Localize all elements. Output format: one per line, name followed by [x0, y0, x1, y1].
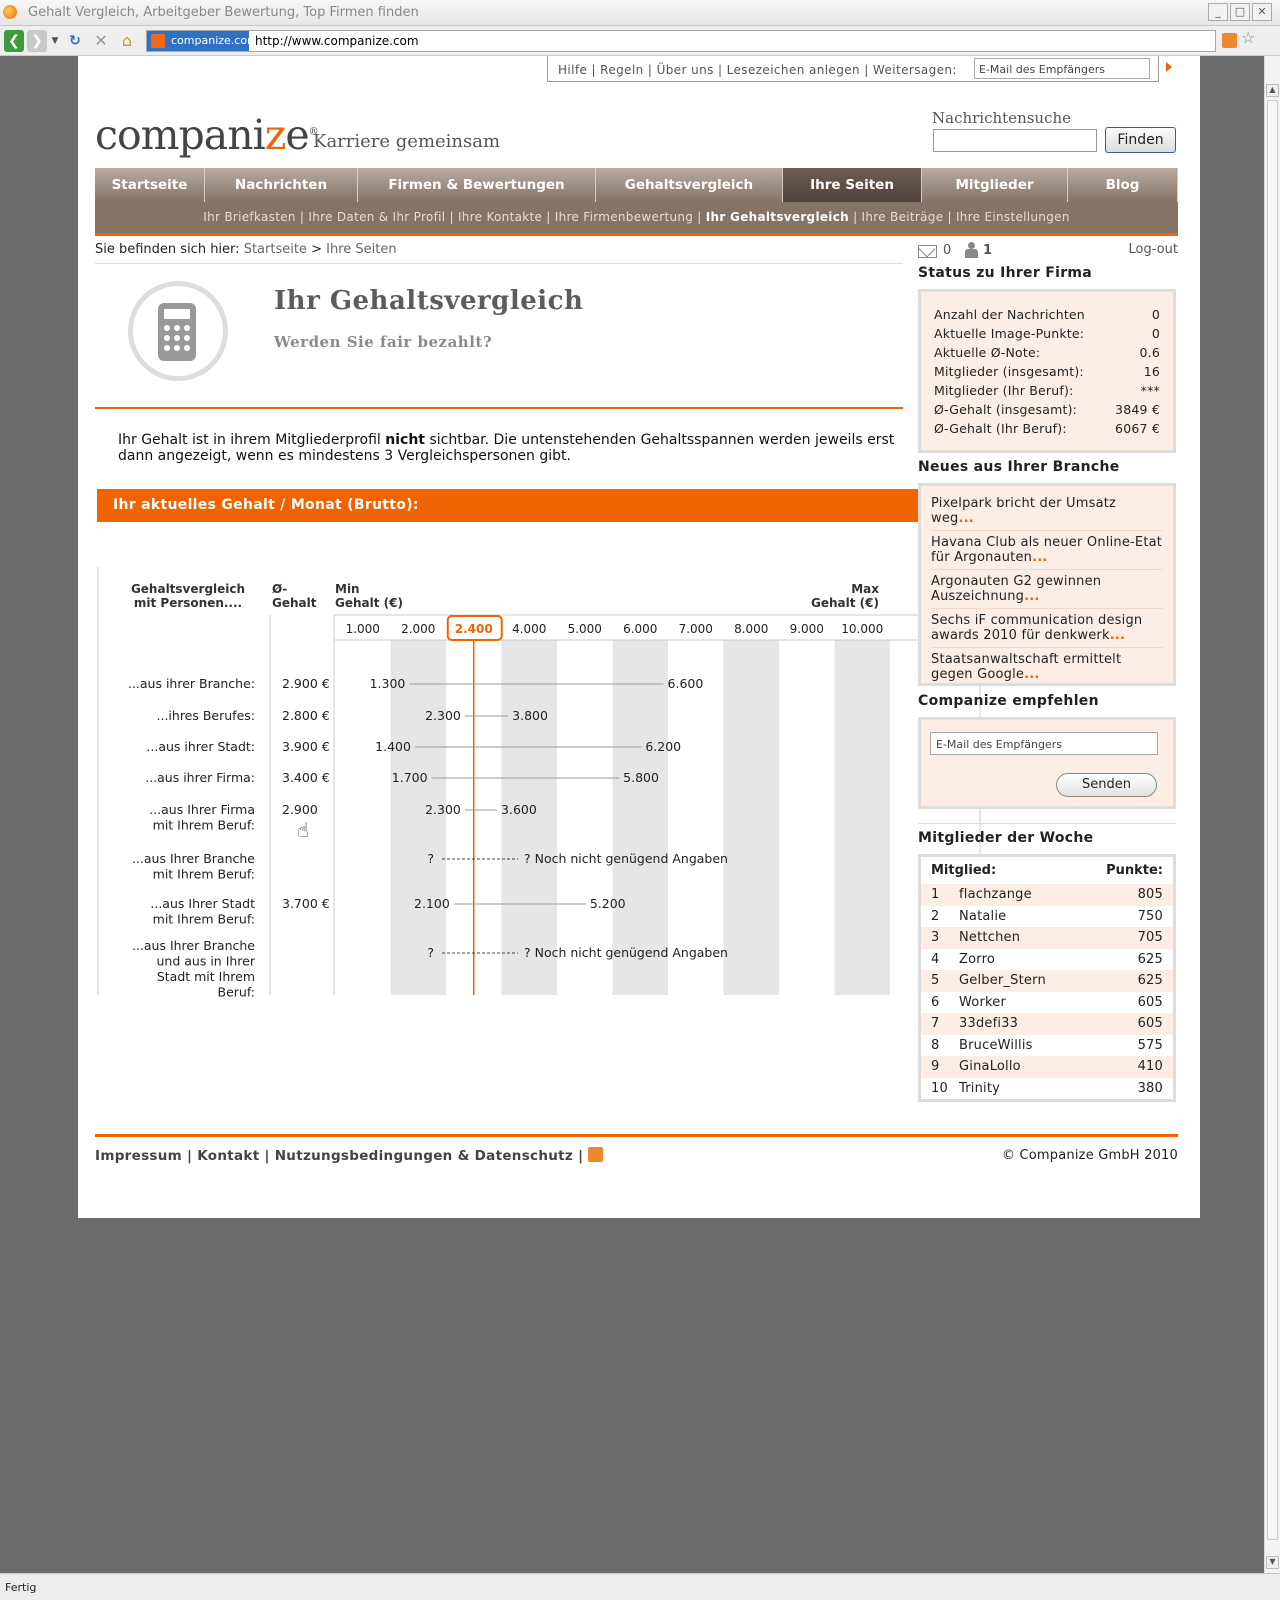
forward-button[interactable]: ❯ [27, 30, 47, 52]
minimize-button[interactable]: _ [1208, 3, 1228, 21]
range-max-label: 5.800 [623, 770, 659, 785]
footer-link-impressum[interactable]: Impressum [95, 1148, 183, 1164]
hand-cursor-icon: ☝ [297, 818, 310, 842]
status-label: Mitglieder (Ihr Beruf): [934, 383, 1074, 398]
page-scrollbar[interactable] [1264, 56, 1280, 1573]
logo-text-a: compani [95, 111, 265, 159]
members-list [921, 884, 1173, 1099]
url-text[interactable]: http://www.companize.com [255, 34, 419, 48]
contacts-count: 1 [983, 243, 993, 258]
intro-bold: nicht [385, 432, 425, 448]
news-item[interactable] [931, 609, 1163, 648]
logout-link[interactable]: Log-out [1128, 242, 1178, 257]
status-box-title: Status zu Ihrer Firma [918, 265, 1093, 281]
row-average: 3.700 € [282, 896, 330, 911]
rss-feed-icon[interactable] [1222, 33, 1237, 48]
subnav-item-gehaltsvergleich[interactable]: Ihr Gehaltsvergleich [705, 210, 849, 224]
footer-separator: | [187, 1148, 193, 1164]
header-min: Min Gehalt (€) [335, 582, 403, 610]
breadcrumb-label: Sie befinden sich hier: [95, 242, 240, 257]
news-item[interactable] [931, 570, 1163, 609]
window-titlebar [0, 0, 1280, 26]
reload-icon[interactable]: ↻ [69, 33, 81, 49]
range-min-label: 1.300 [369, 676, 406, 691]
find-button[interactable]: Finden [1105, 127, 1176, 153]
status-value: 0 [1151, 326, 1160, 341]
range-max-label: 3.600 [501, 802, 537, 817]
news-item-text[interactable]: Sechs iF communication design awards 2010 für denkwerk [931, 613, 1143, 643]
news-box-title: Neues aus Ihrer Branche [918, 459, 1120, 475]
member-name[interactable]: BruceWillis [959, 1037, 1033, 1053]
recommend-box-title: Companize empfehlen [918, 693, 1099, 709]
maximize-button[interactable]: □ [1230, 3, 1250, 21]
news-item-text[interactable]: Staatsanwaltschaft ermittelt gegen Google [931, 652, 1122, 682]
salary-chart-title: Ihr aktuelles Gehalt / Monat (Brutto): [97, 489, 981, 522]
page-content [78, 56, 1200, 1218]
range-min-label: 2.300 [425, 802, 461, 817]
member-rank: 3 [931, 930, 940, 945]
status-box [918, 289, 1176, 453]
news-item-text[interactable]: Argonauten G2 gewinnen Auszeichnung [931, 574, 1102, 604]
member-row[interactable] [921, 884, 1173, 906]
row-label: ...aus Ihrer Branche und aus in Ihrer Stadt mit Ihrem Beruf: [131, 938, 255, 1000]
home-icon[interactable]: ⌂ [121, 31, 133, 50]
member-row[interactable] [921, 927, 1173, 949]
news-item[interactable] [931, 648, 1163, 686]
firefox-icon [3, 5, 17, 19]
member-name[interactable]: 33defi33 [959, 1016, 1019, 1031]
window-title: Gehalt Vergleich, Arbeitgeber Bewertung, Top Firmen finden [28, 5, 419, 20]
member-name[interactable]: Natalie [959, 908, 1007, 924]
share-submit-arrow-icon[interactable] [1166, 62, 1172, 72]
header-max: Max Gehalt (€) [811, 582, 879, 610]
status-row [934, 400, 1160, 419]
intro-text [118, 432, 898, 464]
member-points: 625 [1137, 951, 1163, 967]
member-rank: 10 [931, 1080, 948, 1096]
member-rank: 4 [931, 951, 940, 967]
row-label: ...aus Ihrer Stadt mit Ihrem Beruf: [150, 896, 255, 927]
site-favicon-icon [151, 34, 165, 48]
bookmark-star-icon[interactable]: ☆ [1241, 28, 1256, 47]
news-item[interactable] [931, 531, 1163, 570]
nav-item-ihre-seiten[interactable]: Ihre Seiten [783, 168, 922, 202]
status-label: Ø-Gehalt (insgesamt): [934, 402, 1078, 417]
tick-label: 6.000 [623, 622, 658, 636]
nav-item-blog[interactable]: Blog [1068, 168, 1178, 202]
address-bar[interactable] [146, 30, 1216, 52]
footer-separator: | [578, 1148, 584, 1164]
breadcrumb-separator: > [311, 242, 322, 257]
subnav-links-pre[interactable]: Ihr Briefkasten | Ihre Daten & Ihr Profil | Ihre Kontakte | Ihre Firmenbewertung | [203, 210, 706, 224]
news-box [918, 483, 1176, 686]
member-points: 625 [1137, 973, 1163, 988]
breadcrumb-home-link[interactable]: Startseite [243, 242, 307, 257]
status-label: Anzahl der Nachrichten [934, 307, 1085, 322]
news-more-dots: ... [1024, 667, 1040, 682]
divider [95, 263, 903, 264]
news-search-label: Nachrichtensuche [932, 109, 1072, 127]
member-row[interactable] [921, 1078, 1173, 1100]
news-more-dots: ... [1024, 589, 1040, 604]
logo-text-b: e [285, 111, 309, 159]
nav-item-startseite[interactable]: Startseite [95, 168, 205, 202]
stop-icon[interactable]: ✕ [94, 31, 108, 50]
status-value: *** [1140, 383, 1160, 398]
member-points: 750 [1137, 908, 1163, 924]
status-label: Mitglieder (insgesamt): [934, 364, 1084, 379]
news-item-text[interactable]: Pixelpark bricht der Umsatz weg [931, 496, 1117, 526]
row-label: ...aus ihrer Stadt: [146, 739, 255, 754]
page-title: Ihr Gehaltsvergleich [274, 286, 584, 316]
messages-count: 0 [943, 243, 952, 258]
members-header-points: Punkte: [1106, 863, 1163, 878]
status-label: Ø-Gehalt (Ihr Beruf): [934, 421, 1067, 436]
chart-band [613, 615, 669, 995]
news-more-dots: ... [1032, 550, 1048, 565]
range-max-label: 3.800 [512, 708, 548, 723]
member-row[interactable] [921, 970, 1173, 992]
sub-navigation [95, 202, 1178, 236]
tagline: Karriere gemeinsam [313, 131, 501, 152]
member-name[interactable]: flachzange [959, 887, 1032, 902]
member-points: 410 [1137, 1059, 1163, 1074]
mail-icon[interactable] [918, 245, 937, 258]
news-more-dots: ... [958, 511, 974, 526]
chart-band [724, 615, 780, 995]
members-box [918, 854, 1176, 1102]
scroll-down-icon[interactable]: ▼ [1266, 1556, 1279, 1569]
member-rank: 8 [931, 1037, 940, 1053]
members-header-name: Mitglied: [931, 863, 997, 878]
row-average: 2.800 € [282, 708, 330, 723]
sidebar-status-bar [918, 242, 1178, 262]
row-label: ...ihres Berufes: [156, 708, 255, 723]
status-value: 16 [1143, 364, 1160, 379]
member-name[interactable]: Worker [959, 994, 1006, 1010]
contacts-icon[interactable] [965, 242, 977, 258]
calculator-icon [158, 303, 196, 361]
rss-icon[interactable] [588, 1147, 603, 1162]
row-label: ...aus Ihrer Firma mit Ihrem Beruf: [149, 802, 255, 833]
member-name[interactable]: Zorro [959, 951, 995, 967]
nav-item-gehaltsvergleich[interactable]: Gehaltsvergleich [596, 168, 783, 202]
divider [918, 823, 1176, 824]
news-search-input[interactable] [933, 129, 1097, 152]
intro-post: sichtbar. Die untenstehenden Gehaltsspannen werden jeweils erst dann angezeigt, wenn es mindestens 3 Vergleichspersonen gibt. [118, 432, 895, 464]
copyright: © Companize GmbH 2010 [1001, 1148, 1178, 1163]
news-item-text[interactable]: Havana Club als neuer Online-Etat für Argonauten [931, 535, 1163, 565]
footer-link-kontakt[interactable]: Kontakt [197, 1148, 260, 1164]
browser-statusbar [0, 1573, 1280, 1600]
member-row[interactable] [921, 906, 1173, 928]
member-points: 605 [1137, 1016, 1163, 1031]
divider [95, 407, 903, 409]
tick-label: 2.000 [401, 622, 436, 636]
tick-label: 8.000 [734, 622, 769, 636]
range-min-label: 1.400 [375, 739, 411, 754]
range-max-label: 6.600 [667, 676, 704, 691]
status-value: 0 [1151, 307, 1160, 322]
member-rank: 5 [931, 973, 940, 988]
no-data-text: ? Noch nicht genügend Angaben [524, 851, 728, 866]
subnav-links-post[interactable]: | Ihre Beiträge | Ihre Einstellungen [848, 210, 1070, 224]
row-average: 2.900 € [282, 676, 330, 691]
tick-label: 9.000 [789, 622, 824, 636]
member-name[interactable]: GinaLollo [959, 1059, 1021, 1074]
share-email-input[interactable]: E-Mail des Empfängers [974, 58, 1150, 79]
tick-label: 4.000 [512, 622, 547, 636]
status-row [934, 362, 1160, 381]
member-rank: 7 [931, 1016, 940, 1031]
member-rank: 1 [931, 887, 940, 902]
tick-label: 5.000 [567, 622, 602, 636]
member-row[interactable] [921, 1056, 1173, 1078]
range-max-label: 5.200 [589, 896, 626, 911]
no-data-text: ? Noch nicht genügend Angaben [524, 945, 728, 960]
send-button[interactable]: Senden [1056, 773, 1157, 797]
companize-logo[interactable] [95, 111, 318, 159]
status-row [934, 343, 1160, 362]
member-name[interactable]: Gelber_Stern [959, 973, 1046, 988]
status-row [934, 381, 1160, 400]
nav-item-nachrichten[interactable]: Nachrichten [205, 168, 358, 202]
status-value: 3849 € [1115, 402, 1160, 417]
back-button[interactable]: ❮ [4, 30, 24, 52]
members-box-title: Mitglieder der Woche [918, 830, 1094, 846]
breadcrumb [95, 242, 397, 257]
row-average: 2.900 [282, 802, 318, 817]
member-points: 605 [1137, 994, 1163, 1010]
status-label: Aktuelle Ø-Note: [934, 345, 1041, 360]
tick-label: 7.000 [678, 622, 713, 636]
nav-item-firmen-bewertungen[interactable]: Firmen & Bewertungen [358, 168, 596, 202]
logo-text-z: z [264, 111, 286, 159]
member-rank: 6 [931, 994, 940, 1010]
news-item[interactable] [931, 492, 1163, 531]
nav-item-mitglieder[interactable]: Mitglieder [922, 168, 1068, 202]
chart-band [835, 615, 891, 995]
member-row[interactable] [921, 992, 1173, 1014]
row-label: ...aus ihrer Branche: [127, 676, 255, 691]
recommend-box [918, 717, 1176, 809]
top-links-bar [547, 56, 1159, 82]
status-row [934, 324, 1160, 343]
salary-range-chart [97, 522, 981, 1016]
scroll-up-icon[interactable]: ▲ [1266, 84, 1279, 97]
status-row [934, 419, 1160, 438]
main-navigation [95, 168, 1178, 202]
range-min-label: 1.700 [391, 770, 428, 785]
history-dropdown-icon[interactable]: ▼ [51, 36, 59, 46]
member-name[interactable]: Trinity [959, 1080, 1001, 1096]
member-row[interactable] [921, 949, 1173, 971]
range-min-label: 2.300 [425, 708, 461, 723]
browser-toolbar [0, 26, 1280, 56]
recommend-email-input[interactable]: E-Mail des Empfängers [930, 732, 1158, 755]
member-name[interactable]: Nettchen [959, 930, 1021, 945]
header-avg: Ø-Gehalt [272, 582, 317, 610]
member-rank: 2 [931, 908, 940, 924]
status-value: 6067 € [1115, 421, 1160, 436]
footer-links [95, 1147, 603, 1164]
page-subtitle: Werden Sie fair bezahlt? [274, 333, 493, 351]
top-links[interactable]: Hilfe | Regeln | Über uns | Lesezeichen anlegen | Weitersagen: [558, 63, 957, 77]
range-unknown-label: ? [427, 945, 434, 960]
footer-divider [95, 1134, 1178, 1137]
status-value: 0.6 [1139, 345, 1160, 360]
member-row[interactable] [921, 1035, 1173, 1057]
status-label: Aktuelle Image-Punkte: [934, 326, 1085, 341]
row-label: ...aus Ihrer Branche mit Ihrem Beruf: [131, 851, 255, 882]
intro-pre: Ihr Gehalt ist in ihrem Mitgliederprofil [118, 432, 386, 448]
breadcrumb-current[interactable]: Ihre Seiten [326, 242, 397, 257]
member-points: 705 [1137, 930, 1163, 945]
news-more-dots: ... [1109, 628, 1126, 643]
tick-label: 2.400 [454, 622, 493, 636]
range-max-label: 6.200 [645, 739, 682, 754]
header-compare: Gehaltsvergleich mit Personen.... [130, 582, 246, 610]
scrollbar-thumb[interactable] [1267, 100, 1278, 1540]
site-identity-badge[interactable] [147, 31, 258, 51]
tick-label: 1.000 [345, 622, 380, 636]
logo-registered: ® [308, 126, 318, 138]
member-points: 805 [1137, 887, 1163, 902]
member-row[interactable] [921, 1013, 1173, 1035]
member-points: 380 [1137, 1080, 1163, 1096]
footer-separator: | [264, 1148, 270, 1164]
status-row [934, 305, 1160, 324]
row-label: ...aus ihrer Firma: [145, 770, 255, 785]
salary-range-svg [97, 522, 981, 1016]
status-text: Fertig [5, 1581, 37, 1594]
site-badge-label: companize.com [171, 34, 258, 47]
close-window-button[interactable]: ✕ [1252, 3, 1272, 21]
row-average: 3.900 € [282, 739, 330, 754]
member-points: 575 [1137, 1037, 1163, 1053]
footer-link-nutzungsbedingungen[interactable]: Nutzungsbedingungen & Datenschutz [274, 1148, 574, 1164]
member-rank: 9 [931, 1059, 940, 1074]
row-average: 3.400 € [282, 770, 330, 785]
range-min-label: 2.100 [414, 896, 450, 911]
range-unknown-label: ? [427, 851, 434, 866]
tick-label: 10.000 [841, 622, 884, 636]
